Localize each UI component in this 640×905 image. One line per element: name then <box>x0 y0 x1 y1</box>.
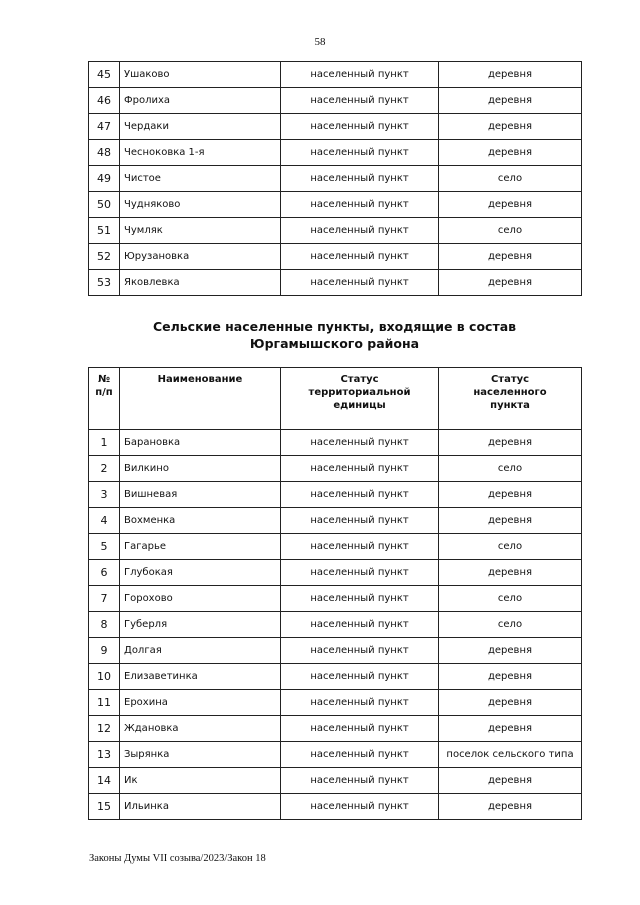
table-row <box>89 560 582 586</box>
row-number: 48 <box>89 140 120 166</box>
settlement-status: деревня <box>439 638 582 664</box>
settlement-status: деревня <box>439 482 582 508</box>
unit-status: населенный пункт <box>281 664 439 690</box>
settlement-name: Глубокая <box>120 560 281 586</box>
row-number: 9 <box>89 638 120 664</box>
settlement-status: деревня <box>439 716 582 742</box>
settlement-name: Барановка <box>120 430 281 456</box>
row-number: 51 <box>89 218 120 244</box>
table-header-row <box>89 368 582 430</box>
settlement-name: Гагарье <box>120 534 281 560</box>
header-settlement-status: Статус населенного пункта <box>439 368 582 430</box>
unit-status: населенный пункт <box>281 430 439 456</box>
settlement-name: Елизаветинка <box>120 664 281 690</box>
table-row <box>89 768 582 794</box>
settlement-name: Горохово <box>120 586 281 612</box>
settlement-name: Вохменка <box>120 508 281 534</box>
settlement-name: Фролиха <box>120 88 281 114</box>
row-number: 2 <box>89 456 120 482</box>
settlement-name: Чесноковка 1-я <box>120 140 281 166</box>
settlement-name: Долгая <box>120 638 281 664</box>
row-number: 11 <box>89 690 120 716</box>
table-row <box>89 430 582 456</box>
settlement-status: деревня <box>439 270 582 296</box>
settlement-status: деревня <box>439 690 582 716</box>
table-row <box>89 638 582 664</box>
settlement-status: деревня <box>439 560 582 586</box>
settlement-status: село <box>439 456 582 482</box>
table-row <box>89 88 582 114</box>
unit-status: населенный пункт <box>281 456 439 482</box>
settlement-status: деревня <box>439 508 582 534</box>
settlement-name: Ик <box>120 768 281 794</box>
settlement-name: Чистое <box>120 166 281 192</box>
unit-status: населенный пункт <box>281 690 439 716</box>
row-number: 15 <box>89 794 120 820</box>
settlement-status: деревня <box>439 430 582 456</box>
unit-status: населенный пункт <box>281 166 439 192</box>
settlement-status: село <box>439 586 582 612</box>
unit-status: населенный пункт <box>281 534 439 560</box>
settlement-status: деревня <box>439 140 582 166</box>
unit-status: населенный пункт <box>281 794 439 820</box>
row-number: 52 <box>89 244 120 270</box>
header-name: Наименование <box>120 368 281 430</box>
table-row <box>89 456 582 482</box>
settlement-status: деревня <box>439 244 582 270</box>
table-row <box>89 508 582 534</box>
settlement-name: Губерля <box>120 612 281 638</box>
unit-status: населенный пункт <box>281 586 439 612</box>
unit-status: населенный пункт <box>281 270 439 296</box>
row-number: 46 <box>89 88 120 114</box>
settlement-name: Чердаки <box>120 114 281 140</box>
settlement-status: село <box>439 612 582 638</box>
settlement-name: Ильинка <box>120 794 281 820</box>
unit-status: населенный пункт <box>281 114 439 140</box>
row-number: 8 <box>89 612 120 638</box>
unit-status: населенный пункт <box>281 218 439 244</box>
row-number: 14 <box>89 768 120 794</box>
row-number: 47 <box>89 114 120 140</box>
row-number: 53 <box>89 270 120 296</box>
row-number: 5 <box>89 534 120 560</box>
table-row <box>89 218 582 244</box>
unit-status: населенный пункт <box>281 192 439 218</box>
table-row <box>89 612 582 638</box>
settlement-name: Яковлевка <box>120 270 281 296</box>
settlement-name: Чумляк <box>120 218 281 244</box>
table-row <box>89 690 582 716</box>
row-number: 12 <box>89 716 120 742</box>
unit-status: населенный пункт <box>281 88 439 114</box>
page-number: 58 <box>314 36 326 48</box>
header-unit-status: Статус территориальной единицы <box>281 368 439 430</box>
settlement-status: село <box>439 166 582 192</box>
row-number: 1 <box>89 430 120 456</box>
settlement-status: деревня <box>439 794 582 820</box>
settlement-status: деревня <box>439 192 582 218</box>
settlement-name: Ждановка <box>120 716 281 742</box>
table-row <box>89 482 582 508</box>
settlement-status: деревня <box>439 62 582 88</box>
table-row <box>89 62 582 88</box>
row-number: 13 <box>89 742 120 768</box>
row-number: 49 <box>89 166 120 192</box>
settlement-status: село <box>439 534 582 560</box>
unit-status: населенный пункт <box>281 62 439 88</box>
unit-status: населенный пункт <box>281 742 439 768</box>
section-title <box>88 318 581 352</box>
settlement-name: Зырянка <box>120 742 281 768</box>
table-row <box>89 716 582 742</box>
row-number: 4 <box>89 508 120 534</box>
unit-status: населенный пункт <box>281 638 439 664</box>
settlement-status: село <box>439 218 582 244</box>
row-number: 10 <box>89 664 120 690</box>
section-title-line-2: Юргамышского района <box>249 336 420 351</box>
unit-status: населенный пункт <box>281 244 439 270</box>
row-number: 6 <box>89 560 120 586</box>
unit-status: населенный пункт <box>281 140 439 166</box>
settlement-status: поселок сельского типа <box>439 742 582 768</box>
settlements-table-continued <box>88 61 582 296</box>
row-number: 45 <box>89 62 120 88</box>
table-row <box>89 166 582 192</box>
section-title-line-1: Сельские населенные пункты, входящие в состав <box>152 319 517 334</box>
settlement-status: деревня <box>439 88 582 114</box>
unit-status: населенный пункт <box>281 612 439 638</box>
row-number: 7 <box>89 586 120 612</box>
table-row <box>89 534 582 560</box>
unit-status: населенный пункт <box>281 560 439 586</box>
unit-status: населенный пункт <box>281 768 439 794</box>
settlement-status: деревня <box>439 664 582 690</box>
table-row <box>89 664 582 690</box>
settlement-status: деревня <box>439 114 582 140</box>
settlement-name: Юрузановка <box>120 244 281 270</box>
settlement-name: Вилкино <box>120 456 281 482</box>
unit-status: населенный пункт <box>281 482 439 508</box>
table-row <box>89 794 582 820</box>
settlement-name: Чудняково <box>120 192 281 218</box>
row-number: 3 <box>89 482 120 508</box>
table-body <box>89 430 582 820</box>
table-row <box>89 192 582 218</box>
settlement-name: Ерохина <box>120 690 281 716</box>
table-row <box>89 270 582 296</box>
table-row <box>89 586 582 612</box>
table-row <box>89 742 582 768</box>
header-number: № п/п <box>89 368 120 430</box>
unit-status: населенный пункт <box>281 716 439 742</box>
yurgamysh-settlements-table <box>88 367 582 820</box>
table-body <box>89 62 582 296</box>
settlement-name: Ушаково <box>120 62 281 88</box>
unit-status: населенный пункт <box>281 508 439 534</box>
table-row <box>89 114 582 140</box>
table-row <box>89 244 582 270</box>
settlement-name: Вишневая <box>120 482 281 508</box>
settlement-status: деревня <box>439 768 582 794</box>
document-footer: Законы Думы VII созыва/2023/Закон 18 <box>89 853 266 864</box>
table-row <box>89 140 582 166</box>
row-number: 50 <box>89 192 120 218</box>
